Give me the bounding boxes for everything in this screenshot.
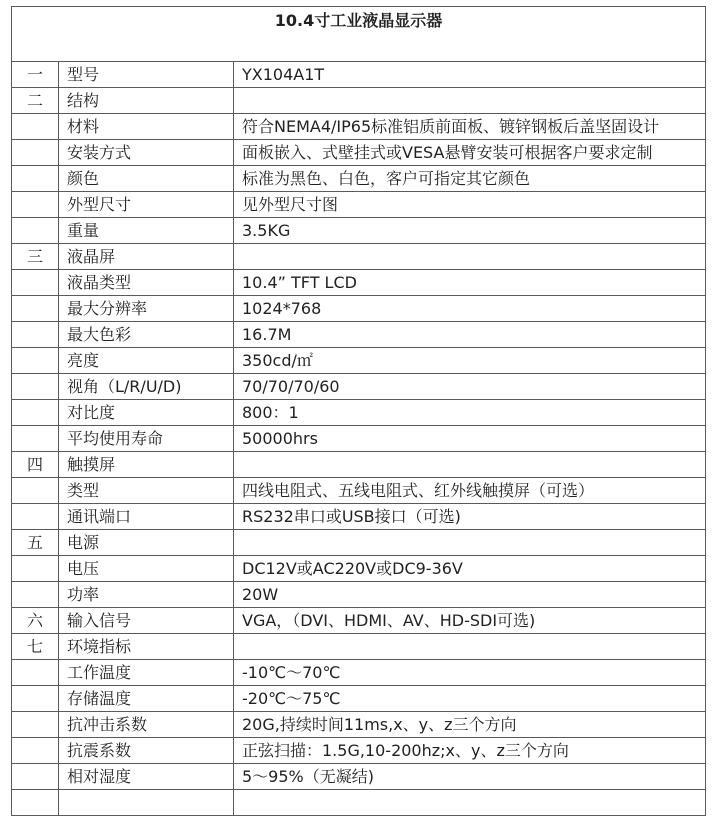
- table-row: [12, 322, 706, 348]
- spec-value-cell: VGA，（DVI、HDMI、AV、HD-SDI可选): [234, 608, 706, 634]
- spec-name-cell: 功率: [59, 582, 234, 608]
- section-number-cell: [12, 738, 59, 764]
- spec-name-cell: 外型尺寸: [59, 192, 234, 218]
- section-number-cell: [12, 582, 59, 608]
- spec-name-cell: 最大分辨率: [59, 296, 234, 322]
- spec-value-cell: 16.7M: [234, 322, 706, 348]
- spec-value-cell: 1024*768: [234, 296, 706, 322]
- spec-value-cell: 四线电阻式、五线电阻式、红外线触摸屏（可选）: [234, 478, 706, 504]
- table-row: [12, 218, 706, 244]
- section-number-cell: [12, 296, 59, 322]
- spec-value-cell: 标准为黑色、白色，客户可指定其它颜色: [234, 166, 706, 192]
- section-number-cell: [12, 348, 59, 374]
- section-number-cell: 一: [12, 62, 59, 88]
- section-number-cell: [12, 504, 59, 530]
- table-row: [12, 530, 706, 556]
- spec-name-cell: 亮度: [59, 348, 234, 374]
- table-row: [12, 374, 706, 400]
- table-row: [12, 426, 706, 452]
- spec-name-cell: 电压: [59, 556, 234, 582]
- spec-value-cell: YX104A1T: [234, 62, 706, 88]
- section-number-cell: 七: [12, 634, 59, 660]
- spec-value-cell: 5～95%（无凝结): [234, 764, 706, 790]
- spec-value-cell: [234, 634, 706, 660]
- spec-name-cell: 液晶类型: [59, 270, 234, 296]
- spec-value-cell: 800：1: [234, 400, 706, 426]
- table-row: [12, 478, 706, 504]
- empty-cell: [59, 790, 234, 816]
- spec-value-cell: 正弦扫描：1.5G,10-200hz;x、y、z三个方向: [234, 738, 706, 764]
- section-number-cell: [12, 192, 59, 218]
- table-row: [12, 166, 706, 192]
- table-row: [12, 608, 706, 634]
- table-row: [12, 88, 706, 114]
- spec-name-cell: 结构: [59, 88, 234, 114]
- table-row: [12, 270, 706, 296]
- spec-name-cell: 颜色: [59, 166, 234, 192]
- spec-name-cell: 存储温度: [59, 686, 234, 712]
- table-row: [12, 114, 706, 140]
- section-number-cell: [12, 556, 59, 582]
- spec-name-cell: 安装方式: [59, 140, 234, 166]
- spec-name-cell: 材料: [59, 114, 234, 140]
- table-row: [12, 348, 706, 374]
- spec-value-cell: -20℃～75℃: [234, 686, 706, 712]
- spec-value-cell: -10℃～70℃: [234, 660, 706, 686]
- section-number-cell: [12, 166, 59, 192]
- title-row: [12, 7, 706, 62]
- table-row: [12, 504, 706, 530]
- table-row: [12, 556, 706, 582]
- spec-name-cell: 重量: [59, 218, 234, 244]
- section-number-cell: [12, 686, 59, 712]
- section-number-cell: [12, 374, 59, 400]
- table-row: [12, 634, 706, 660]
- table-row: [12, 140, 706, 166]
- table-row: [12, 712, 706, 738]
- table-row: [12, 582, 706, 608]
- spec-value-cell: [234, 244, 706, 270]
- section-number-cell: 五: [12, 530, 59, 556]
- spec-name-cell: 型号: [59, 62, 234, 88]
- spec-value-cell: 350cd/㎡: [234, 348, 706, 374]
- spec-name-cell: 抗冲击系数: [59, 712, 234, 738]
- spec-name-cell: 类型: [59, 478, 234, 504]
- spec-value-cell: 50000hrs: [234, 426, 706, 452]
- section-number-cell: [12, 270, 59, 296]
- section-number-cell: 四: [12, 452, 59, 478]
- spec-value-cell: 20W: [234, 582, 706, 608]
- section-number-cell: 六: [12, 608, 59, 634]
- spec-name-cell: 环境指标: [59, 634, 234, 660]
- section-number-cell: [12, 478, 59, 504]
- empty-cell: [12, 790, 59, 816]
- table-row: [12, 686, 706, 712]
- section-number-cell: [12, 660, 59, 686]
- spec-value-cell: 面板嵌入、式壁挂式或VESA悬臂安装可根据客户要求定制: [234, 140, 706, 166]
- spec-value-cell: DC12V或AC220V或DC9-36V: [234, 556, 706, 582]
- spec-body: [12, 62, 706, 790]
- table-row: [12, 660, 706, 686]
- spec-value-cell: 符合NEMA4/IP65标准铝质前面板、镀锌钢板后盖坚固设计: [234, 114, 706, 140]
- spec-name-cell: 工作温度: [59, 660, 234, 686]
- section-number-cell: [12, 218, 59, 244]
- spec-value-cell: 10.4” TFT LCD: [234, 270, 706, 296]
- section-number-cell: [12, 764, 59, 790]
- spec-name-cell: 液晶屏: [59, 244, 234, 270]
- spec-value-cell: [234, 452, 706, 478]
- table-row: [12, 452, 706, 478]
- spec-name-cell: 视角（L/R/U/D): [59, 374, 234, 400]
- spec-name-cell: 通讯端口: [59, 504, 234, 530]
- spec-value-cell: 70/70/70/60: [234, 374, 706, 400]
- section-number-cell: 二: [12, 88, 59, 114]
- section-number-cell: [12, 712, 59, 738]
- spec-value-cell: 20G,持续时间11ms,x、y、z三个方向: [234, 712, 706, 738]
- table-row: [12, 244, 706, 270]
- table-row: [12, 62, 706, 88]
- empty-cell: [234, 790, 706, 816]
- section-number-cell: [12, 322, 59, 348]
- spec-table: [11, 6, 706, 816]
- spec-value-cell: RS232串口或USB接口（可选): [234, 504, 706, 530]
- spec-value-cell: [234, 530, 706, 556]
- table-row: [12, 296, 706, 322]
- spec-name-cell: 最大色彩: [59, 322, 234, 348]
- spec-name-cell: 对比度: [59, 400, 234, 426]
- section-number-cell: [12, 114, 59, 140]
- table-row: [12, 738, 706, 764]
- spec-value-cell: [234, 88, 706, 114]
- section-number-cell: [12, 426, 59, 452]
- table-row: [12, 400, 706, 426]
- spec-name-cell: 输入信号: [59, 608, 234, 634]
- spec-name-cell: 电源: [59, 530, 234, 556]
- table-row: [12, 192, 706, 218]
- spec-name-cell: 抗震系数: [59, 738, 234, 764]
- section-number-cell: [12, 140, 59, 166]
- empty-row: [12, 790, 706, 816]
- spec-value-cell: 见外型尺寸图: [234, 192, 706, 218]
- spec-name-cell: 相对湿度: [59, 764, 234, 790]
- spec-name-cell: 触摸屏: [59, 452, 234, 478]
- spec-value-cell: 3.5KG: [234, 218, 706, 244]
- section-number-cell: [12, 400, 59, 426]
- section-number-cell: 三: [12, 244, 59, 270]
- spec-name-cell: 平均使用寿命: [59, 426, 234, 452]
- table-row: [12, 764, 706, 790]
- table-title: 10.4寸工业液晶显示器: [12, 7, 706, 62]
